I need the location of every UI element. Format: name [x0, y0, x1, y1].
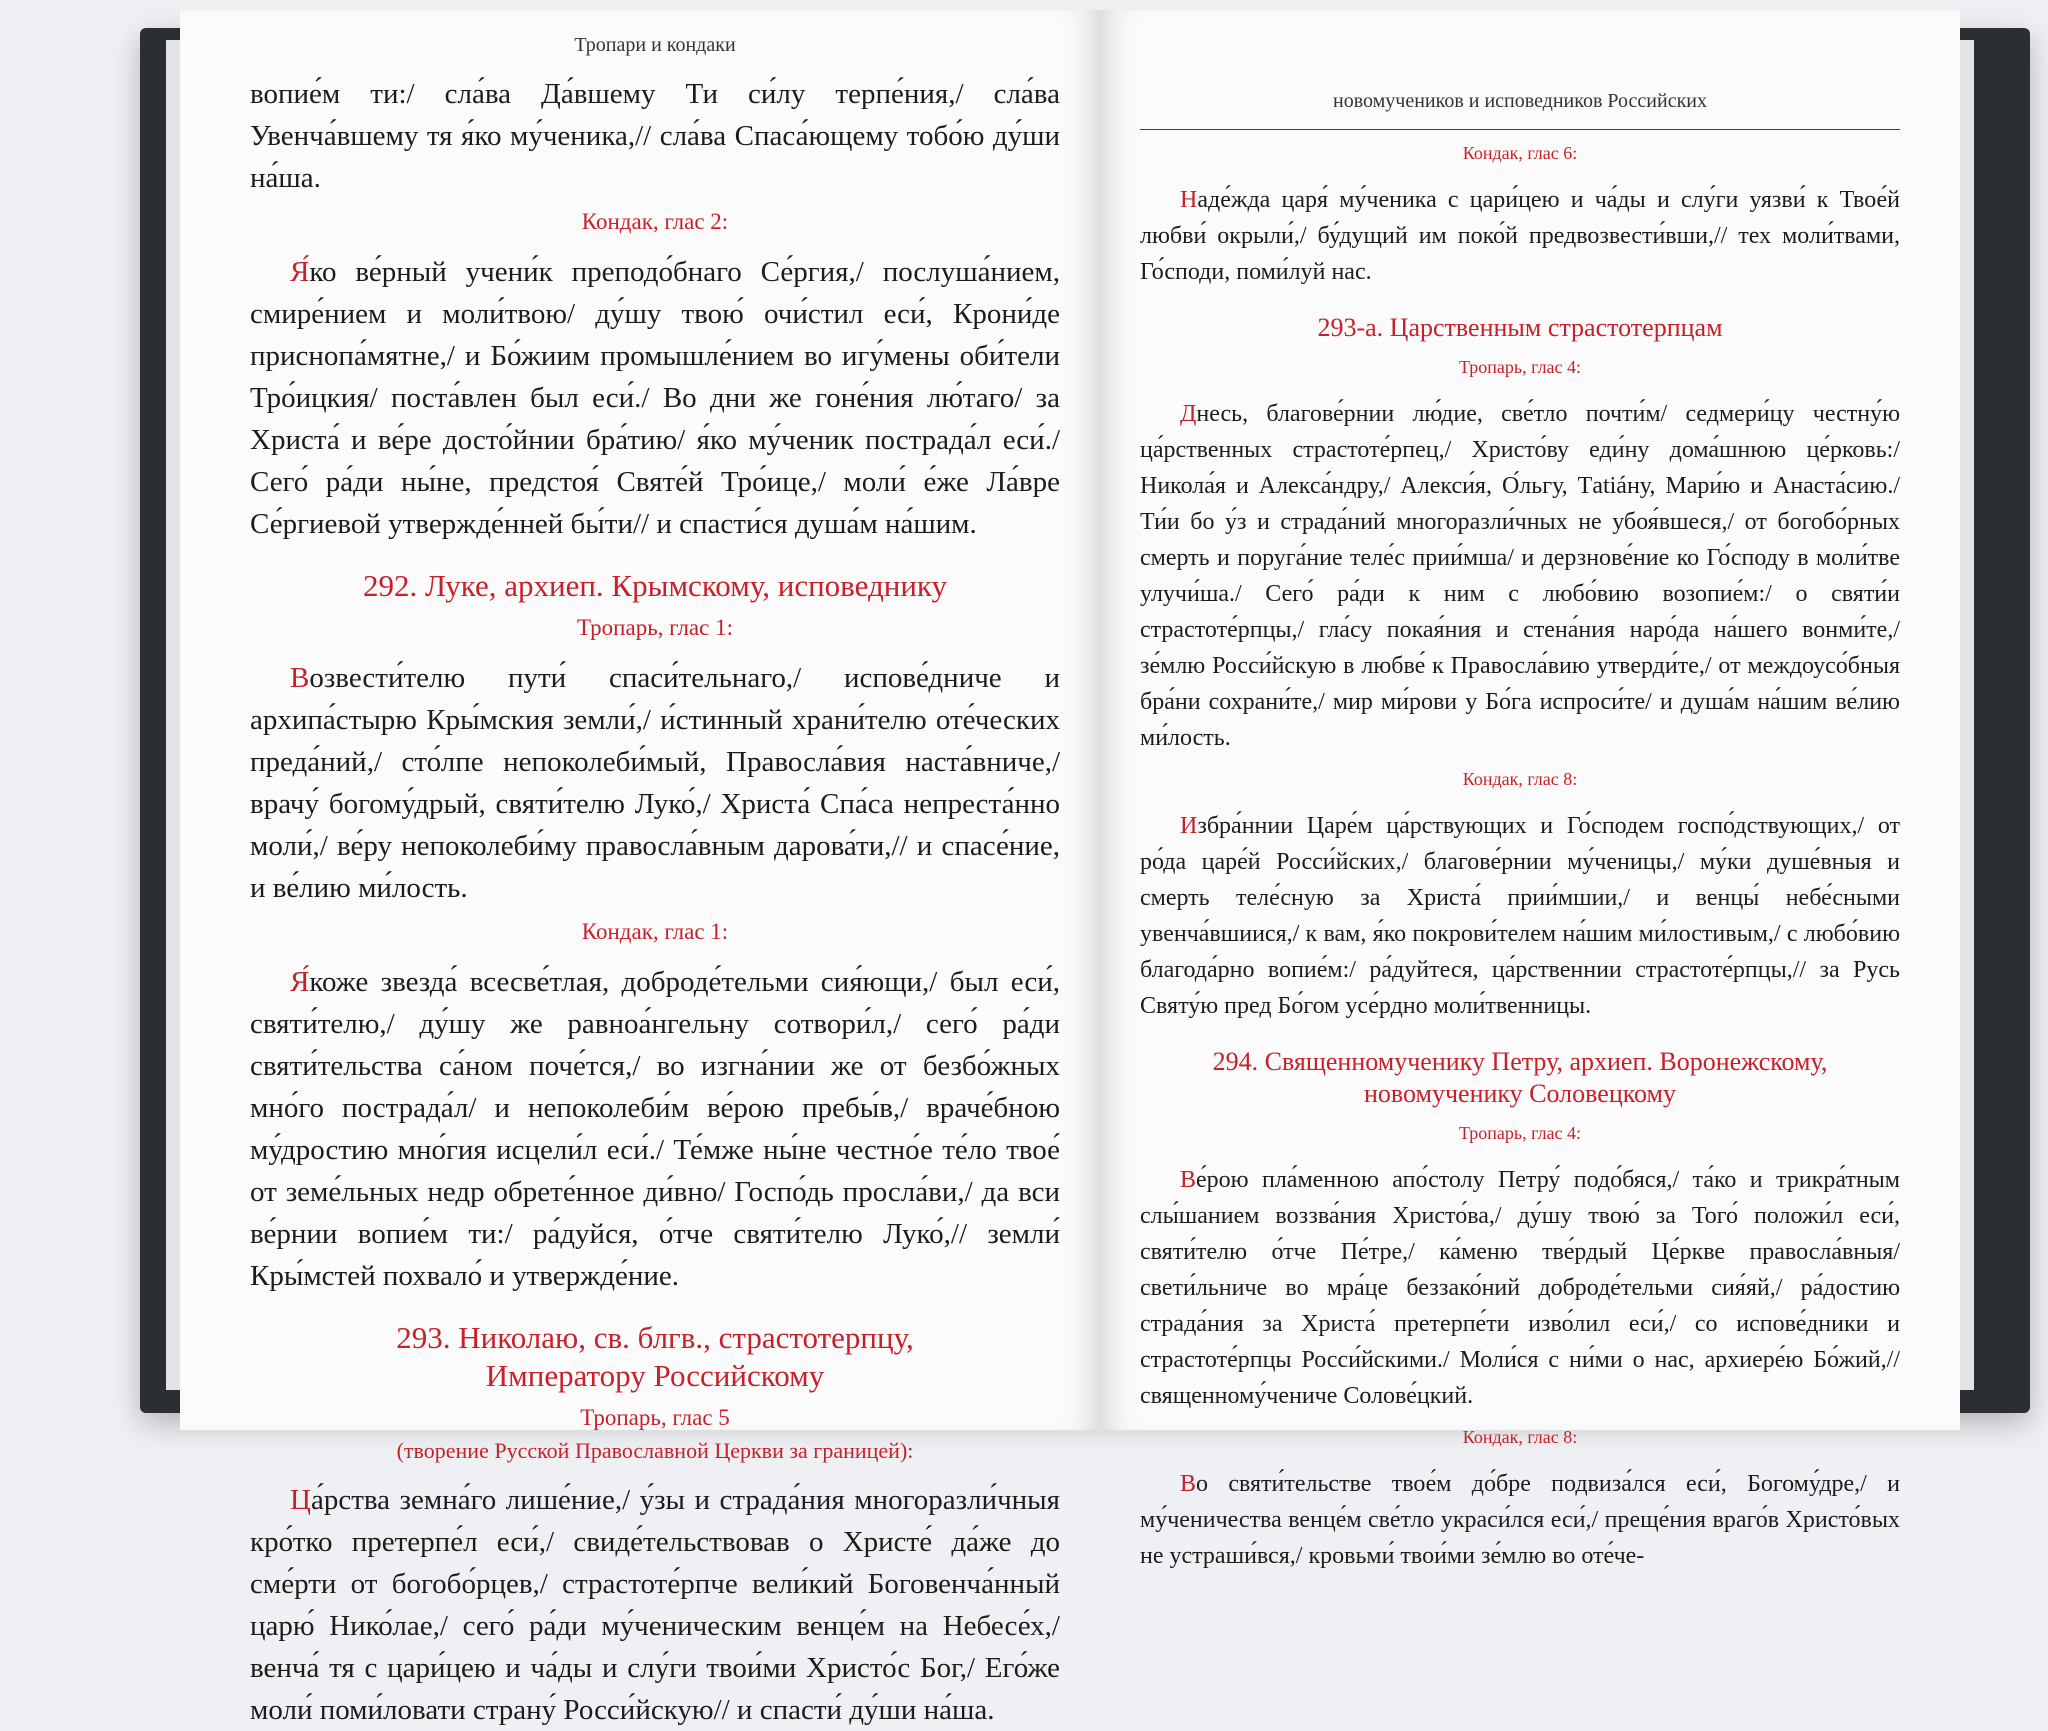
troparion-text: Возвести́телю пути́ спаси́тельнаго,/ испове́дниче и архипа́стырю Кры́мския земли́,/ и́стинный храни́телю оте́ческих преда́ний,/ сто́лпе непоколеби́мый, Правосла́вия наста́вниче,/ врачу́ богому́дрый, святи́телю Луко́,/ Христа́ Спа́са непреста́нно моли́,/ ве́ру непоколеби́му правосла́вным дарова́ти,// и спасе́ние, и ве́лию ми́лость. — [250, 662, 1060, 904]
section-heading-292: 292. Луке, архиеп. Крымскому, исповеднику — [362, 568, 948, 603]
troparion-note: (творение Русской Православной Церкви за границей): — [396, 1438, 914, 1463]
kondak-label: Кондак, глас 8: — [1462, 1427, 1578, 1447]
kondak-label: Кондак, глас 6: — [1462, 143, 1578, 163]
left-page — [180, 10, 1100, 1726]
kondak-text: Избра́ннии Царе́м ца́рствующих и Го́сподем госпо́дствующих,/ от ро́да царе́й Росси́йских,/ благове́рнии му́ченицы,/ му́ки душе́вныя и смерть теле́сную за Христа́ прии́мшии,/ и венцы́ небе́сными увенча́вшиися,/ к вам, я́ко покрови́телем на́шим ми́лостивым,/ с любо́вию благода́рно вопие́м:/ ра́дуйтеся, ца́рственнии страстоте́рпцы,// за Русь Святу́ю пред Бо́гом усе́рдно моли́твенницы. — [1140, 813, 1900, 1019]
kondak-text: Наде́жда царя́ му́ченика с цари́цею и ча́ды и слу́ги уязви́ к Твое́й любви́ окрыли́,/ бу́дущий им поко́й предвозвести́вши,// тех моли́твами, Го́споди, поми́луй нас. — [1140, 187, 1900, 285]
kondak-label: Кондак, глас 2: — [581, 209, 729, 234]
running-head: новомучеников и исповедников Российских — [1332, 90, 1707, 112]
section-heading-293a: 293-а. Царственным страстотерпцам — [1317, 313, 1723, 342]
troparion-label: Тропарь, глас 4: — [1458, 357, 1582, 377]
troparion-label: Тропарь, глас 1: — [577, 615, 733, 640]
troparion-label: Тропарь, глас 5 — [580, 1405, 730, 1430]
troparion-text: Днесь, благове́рнии лю́дие, све́тло почти́м/ седмери́цу честну́ю ца́рственных страстоте́рпец,/ Христо́ву еди́ну дома́шнюю це́рковь:/ Никола́я и Алекса́ндру,/ Алекси́я, О́льгу, Тatiáну, Мари́ю и Анаста́сию./ Ти́и бо у́з и страда́ний многоразли́чных не убоя́вшеся,/ от богобо́рных смерть и поруга́ние теле́с прии́мша/ и дерзнове́ние ко Го́споду в моли́тве улучи́ша./ Сего́ ра́ди к ним с любо́вию возопие́м:/ о святи́и страстоте́рпцы,/ гла́су покая́ния и стена́ния наро́да на́шего вонми́те,/ зе́млю Росси́йскую в любве́ к Правосла́вию утверди́те,/ от междоусо́бныя бра́ни сохрани́те,/ мир ми́рови у Бо́га испроси́те/ и душа́м на́шим ве́лию ми́лость. — [1140, 401, 1900, 751]
page-edges-left — [166, 40, 180, 1390]
section-heading-294 — [1140, 1046, 1900, 1110]
section-heading-293 — [250, 1319, 1060, 1395]
heading-line: 294. Священномученику Петру, архиеп. Воронежскому, — [1212, 1047, 1828, 1076]
kondak-label: Кондак, глас 8: — [1462, 769, 1578, 789]
kondak-label: Кондак, глас 1: — [581, 919, 729, 944]
troparion-text: Ве́рою пла́менною апо́столу Петру́ подо́бяся,/ та́ко и трикра́тным слы́шанием воззва́ния Христо́ва,/ ду́шу твою́ за Того́ положи́л еси́, святи́телю о́тче Пе́тре,/ ка́меню тве́рдый Це́ркве правосла́вныя/ свети́льниче во мра́це беззако́ний доброде́тельми сия́яй,/ ра́достию страда́ния за Христа́ претерпе́ти изво́лил еси́,/ со испове́дники и страстоте́рпцы Росси́йскими./ Моли́ся с ни́ми о нас, архиере́ю Бо́жий,// священному́чениче Солове́цкий. — [1140, 1167, 1900, 1409]
right-page — [1100, 10, 1960, 1569]
kondak-text: Я́коже звезда́ всесве́тлая, доброде́тельми сия́ющи,/ был еси́, святи́телю,/ ду́шу же равноа́нгельну сотвори́л,/ сего́ ра́ди святи́тельства са́ном поче́тся,/ во изгна́нии же от безбо́жных мно́го пострада́л/ и непоколеби́м ве́рою пребы́в,/ враче́бною му́дростию мно́гия исцели́л еси́./ Те́мже ны́не честно́е те́ло твое́ от земе́льных недр обрете́нное ди́вно/ Госпо́дь просла́ви,/ да вси ве́рнии вопие́м ти:/ ра́дуйся, о́тче святи́телю Луко́,// земли́ Кры́мстей похвало́ и утвержде́ние. — [250, 966, 1060, 1292]
page-edges-right — [1960, 40, 1974, 1390]
heading-line: новомученику Соловецкому — [1364, 1079, 1676, 1108]
running-head: Тропари и кондаки — [574, 34, 736, 56]
troparion-text: Ца́рства земна́го лише́ние,/ у́зы и страда́ния многоразли́чныя кро́тко претерпе́л еси́,/ свиде́тельствовав о Христе́ да́же до сме́рти от богобо́рцев,/ страстоте́рпче вели́кий Боговенча́нный царю́ Нико́лае,/ сего́ ра́ди му́ченическим венце́м на Небесе́х,/ венча́ тя с цари́цею и ча́ды и слу́ги твои́ми Христо́с Бог,/ Его́же моли́ поми́ловати страну́ Росси́йскую// и спасти́ ду́ши на́ша. — [250, 1484, 1060, 1726]
kondak-text: Во святи́тельстве твое́м до́бре подвиза́лся еси́, Богому́дре,/ и му́ченичества венце́м све́тло украси́лся еси́,/ преще́ния враго́в Христо́вых не устраши́вся,/ кровьми́ твои́ми зе́млю во оте́че- — [1140, 1471, 1900, 1569]
intro-text: вопие́м ти:/ сла́ва Да́вшему Ти си́лу терпе́ния,/ сла́ва Увенча́вшему тя я́ко му́ченика,// сла́ва Спаса́ющему тобо́ю ду́ши на́ша. — [250, 78, 1060, 194]
heading-line: Императору Российскому — [485, 1358, 825, 1393]
troparion-label: Тропарь, глас 4: — [1458, 1123, 1582, 1143]
header-rule — [1140, 129, 1900, 130]
heading-line: 293. Николаю, св. блгв., страстотерпцу, — [396, 1320, 914, 1355]
kondak-text: Я́ко ве́рный учени́к преподо́бнаго Се́ргия,/ послуша́нием, смире́нием и моли́твою/ ду́шу твою́ очи́стил еси́, Крони́де приснопа́мятне,/ и Бо́жиим промышле́нием во игу́мены оби́тели Тро́ицкия/ поста́влен был еси́./ Во дни же гоне́ния лю́таго/ за Христа́ и ве́ре досто́йнии бра́тию/ я́ко му́ченик пострада́л еси́./ Сего́ ра́ди ны́не, предстоя́ Святе́й Тро́ице,/ моли́ е́же Ла́вре Се́ргиевой утвержде́нней бы́ти// и спасти́ся душа́м на́шим. — [250, 256, 1060, 540]
